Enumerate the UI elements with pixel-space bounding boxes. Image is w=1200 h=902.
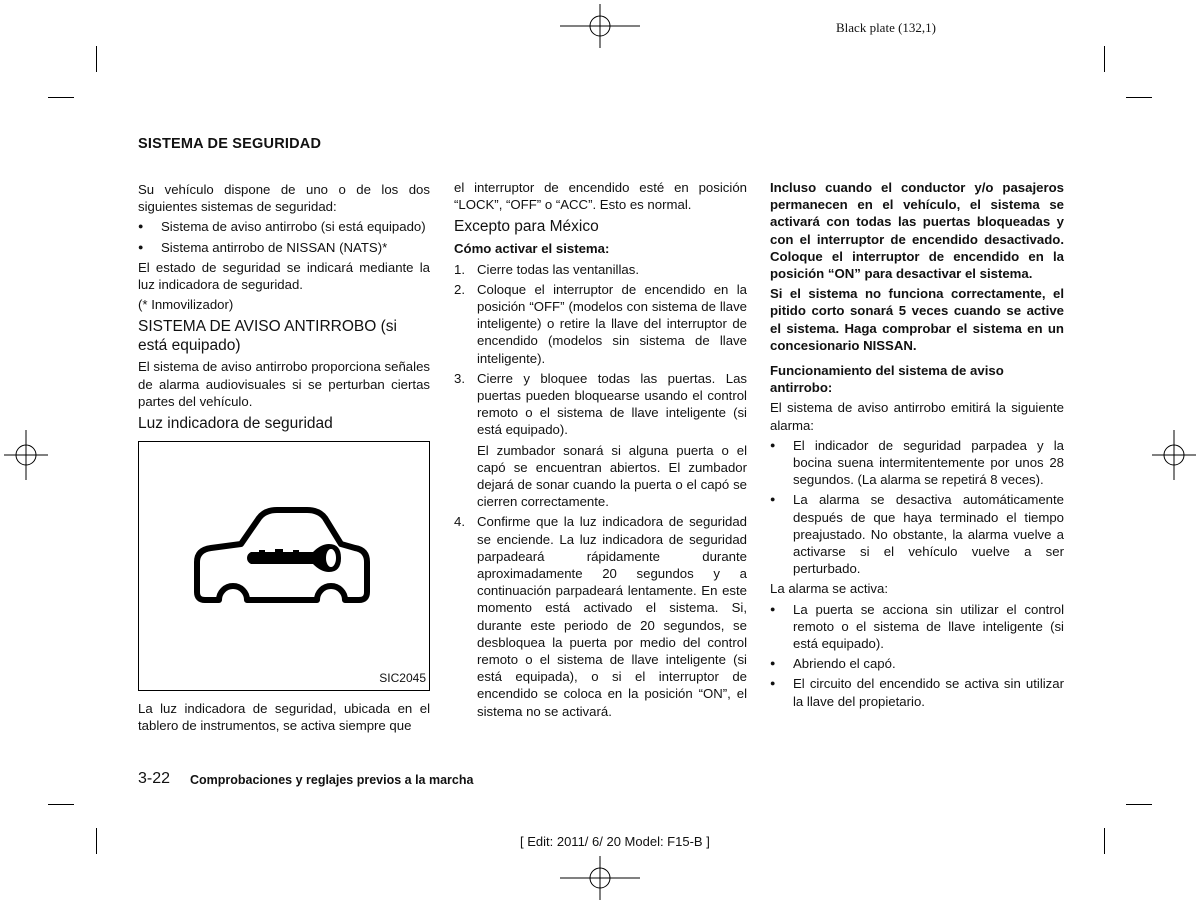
step-note: El zumbador sonará si alguna puerta o el capó se encuentran abiertos. El zumbador dejará de sonar cuando la puerta o el capó se cierren correctamente.	[477, 442, 747, 510]
crop-mark	[96, 828, 97, 854]
registration-mark-left	[4, 430, 48, 480]
crop-mark	[48, 804, 74, 805]
column-right	[770, 179, 1064, 713]
alarm-intro: El sistema de aviso antirrobo emitirá la siguiente alarma:	[770, 400, 1064, 433]
activates-intro: La alarma se activa:	[770, 581, 889, 597]
page-number: 3-22	[138, 770, 171, 787]
step-number: 1.	[454, 261, 465, 277]
activation-triggers-list	[770, 601, 1064, 710]
list-item	[454, 261, 747, 278]
heading-except-mexico: Excepto para México	[454, 218, 599, 236]
list-item: ● El circuito del encendido se activa sin utilizar la llave del propietario.	[770, 675, 1064, 709]
list-item: ● El indicador de seguridad parpadea y la bocina suena intermitentemente por unos 28 segundos. (La alarma se repetirá 8 veces).	[770, 437, 1064, 489]
crop-mark	[1104, 46, 1105, 72]
step-text: Confirme que la luz indicadora de seguridad se enciende. La luz indicadora de seguridad parpadeará rápidamente durante aproximadamente 20 segundos y a continuación parpadeará lentamente. En este momento está activado el sistema. Si, durante este periodo de 20 segundos, se desbloquea la puerta por medio del control remoto o el sistema de llave inteligente (si está equipada), o si el interruptor de encendido se coloca en la posición “ON”, el sistema no se activará.	[477, 514, 747, 719]
list-item: ● Abriendo el capó.	[770, 655, 1064, 672]
list-item: ● La alarma se desactiva automáticamente después de que haya terminado el tiempo preajustado. No obstante, la alarma vuelve a activarse si el vehículo vuelve a ser perturbado.	[770, 491, 1064, 577]
figure-code: SIC2045	[379, 670, 426, 685]
warning-text: Incluso cuando el conductor y/o pasajeros permanecen en el vehículo, el sistema se activará con todas las puertas bloqueadas y con el interruptor de encendido desactivado. Coloque el interruptor de encendido en la posición “ON” para desactivar el sistema.	[770, 180, 1064, 282]
chapter-title: Comprobaciones y reglajes previos a la marcha	[190, 773, 474, 787]
step-text: Coloque el interruptor de encendido en la posición “OFF” (modelos con sistema de llave inteligente) o retire la llave del interruptor de encendido (modelos sin sistema de llave inteligente).	[477, 281, 747, 366]
list-item	[454, 513, 747, 719]
light-description: La luz indicadora de seguridad, ubicada en el tablero de instrumentos, se activa siempre que	[138, 701, 430, 734]
crop-mark	[48, 97, 74, 98]
alarm-list	[770, 437, 1064, 578]
list-item	[454, 370, 747, 511]
edit-info: [ Edit: 2011/ 6/ 20 Model: F15-B ]	[520, 834, 710, 849]
crop-mark	[1104, 828, 1105, 854]
crop-mark	[1126, 804, 1152, 805]
heading-how-to-activate: Cómo activar el sistema:	[454, 241, 610, 257]
warning-text: Si el sistema no funciona correctamente, el pitido corto sonará 5 veces cuando se active el sistema. Haga comprobar el sistema en un concesionario NISSAN.	[770, 286, 1064, 353]
registration-mark-top	[560, 4, 640, 48]
crop-mark	[1126, 97, 1152, 98]
section-title: SISTEMA DE SEGURIDAD	[138, 136, 322, 152]
column-left	[138, 181, 430, 737]
car-key-icon	[191, 506, 373, 612]
step-text: Cierre todas las ventanillas.	[477, 261, 639, 277]
step-number: 2.	[454, 281, 465, 297]
crop-mark	[96, 46, 97, 72]
intro-text: Su vehículo dispone de uno o de los dos siguientes sistemas de seguridad:	[138, 182, 430, 215]
list-item	[454, 281, 747, 367]
systems-list	[138, 218, 430, 255]
column-middle	[454, 179, 747, 723]
status-text: El estado de seguridad se indicará mediante la luz indicadora de seguridad.	[138, 259, 430, 293]
step-number: 4.	[454, 514, 465, 530]
alarm-description: El sistema de aviso antirrobo proporciona señales de alarma audiovisuales si se perturban ciertas partes del vehículo.	[138, 359, 430, 409]
list-item: ● Sistema antirrobo de NISSAN (NATS)*	[138, 239, 430, 256]
list-item: ● La puerta se acciona sin utilizar el control remoto o el sistema de llave inteligente (si está equipado).	[770, 601, 1064, 653]
registration-mark-bottom	[560, 856, 640, 900]
activation-steps	[454, 261, 747, 720]
note-text: (* Inmovilizador)	[138, 297, 234, 313]
continuation-text: el interruptor de encendido esté en posición “LOCK”, “OFF” o “ACC”. Esto es normal.	[454, 180, 747, 213]
heading-alarm-system: SISTEMA DE AVISO ANTIRROBO (si está equipado)	[138, 318, 397, 355]
heading-alarm-operation: Funcionamiento del sistema de aviso antirrobo:	[770, 363, 1004, 396]
registration-mark-right	[1152, 430, 1196, 480]
step-text: Cierre y bloquee todas las puertas. Las puertas pueden bloquearse usando el control remoto o el sistema de llave inteligente (si está equipado).	[477, 370, 747, 438]
heading-security-light: Luz indicadora de seguridad	[138, 415, 333, 433]
security-light-figure	[138, 441, 430, 691]
step-number: 3.	[454, 370, 465, 386]
plate-label: Black plate (132,1)	[836, 20, 936, 35]
list-item: ● Sistema de aviso antirrobo (si está equipado)	[138, 218, 430, 235]
